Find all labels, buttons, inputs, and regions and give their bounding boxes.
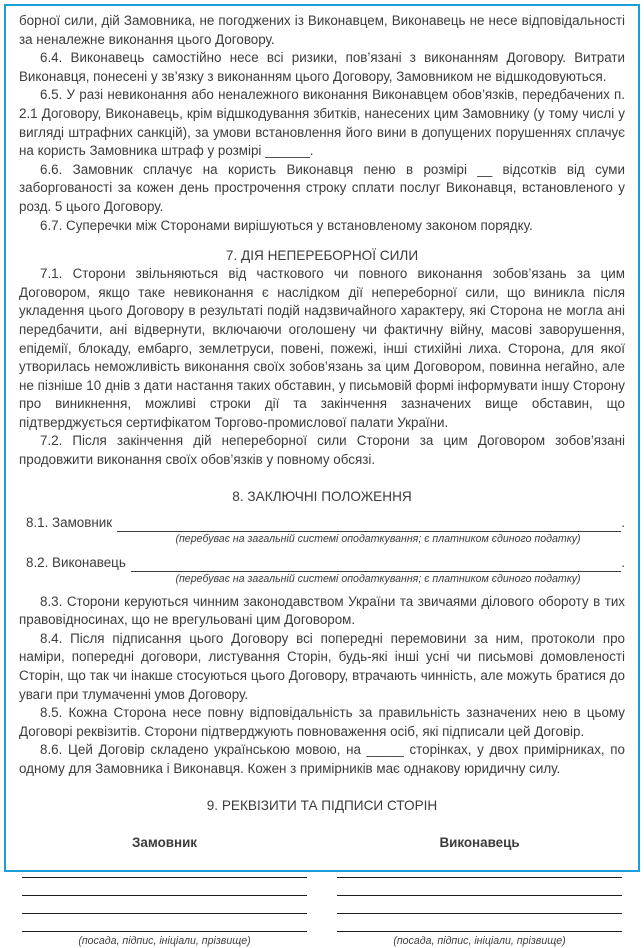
clause-6-4: 6.4. Виконавець самостійно несе всі ризики, пов’язані з виконанням Договору. Витрати Виконавця, понесені у зв’язку з виконанням цього Договору, Замовником не відшкодовуються. <box>19 50 625 84</box>
clause-6-5: 6.5. У разі невиконання або неналежного виконання Виконавцем обов’язків, передбачених п. 2.1 Договору, Виконавець, крім відшкодування збитків, нанесених цим Замовнику (у тому числі у вигляді штрафних санкцій), за умови встановлення його вини в допущених порушеннях сплачує на користь Замовника штраф у розмірі ______. <box>19 87 625 159</box>
field-row-contractor <box>19 554 625 572</box>
clause-8-5: 8.5. Кожна Сторона несе повну відповідальність за правильність зазначених нею в цьому Договорі реквізитів. Сторони підтверджують повноваження осіб, які підписали цей Договір. <box>19 705 625 739</box>
signature-column-contractor <box>337 835 622 948</box>
customer-fill-in-line <box>117 516 621 532</box>
customer-signature-line <box>22 860 307 878</box>
section-9-heading: 9. РЕКВІЗИТИ ТА ПІДПИСИ СТОРІН <box>206 797 438 813</box>
customer-signature-header: Замовник <box>132 834 197 850</box>
contractor-signature-line <box>337 896 622 914</box>
contractor-signature-line <box>337 878 622 896</box>
customer-signature-line <box>22 878 307 896</box>
customer-field-period: . <box>621 514 625 530</box>
contractor-signature-caption: (посада, підпис, ініціали, прізвище) <box>393 934 566 947</box>
signature-section <box>19 835 625 948</box>
section-8-heading: 8. ЗАКЛЮЧНІ ПОЛОЖЕННЯ <box>232 488 412 504</box>
customer-signature-line <box>22 914 307 932</box>
clause-6-3-continuation: борної сили, дій Замовника, не погоджених із Виконавцем, Виконавець не несе відповідальності за неналежне виконання цього Договору. <box>19 13 625 47</box>
contract-page <box>4 4 640 947</box>
clause-8-4: 8.4. Після підписання цього Договору всі попередні перемовини за ним, протоколи про наміри, попередні договори, листування Сторін, будь-які інші усні чи письмові домовленості Сторін, що так чи інакше стосуються цього Договору, втрачають чинність, але можуть братися до уваги при тлумаченні умов Договору. <box>19 630 625 702</box>
contractor-signature-line <box>337 914 622 932</box>
clause-6-7: 6.7. Суперечки між Сторонами вирішуються у встановленому законом порядку. <box>40 217 533 233</box>
contractor-field-label: 8.2. Виконавець <box>26 554 126 570</box>
section-7-heading: 7. ДІЯ НЕПЕРЕБОРНОЇ СИЛИ <box>225 248 419 264</box>
clause-7-2: 7.2. Після закінчення дій непереборної сили Сторони за цим Договором зобов’язані продовжити виконання своїх обов’язків у повному обсязі. <box>19 433 625 468</box>
contractor-fill-in-line <box>131 556 621 572</box>
signature-column-customer <box>22 835 307 948</box>
clause-6-6: 6.6. Замовник сплачує на користь Виконавця пеню в розмірі __ відсотків від суми заборгованості за кожен день прострочення строку сплати послуг Виконавця, встановленого у розд. 5 цього Договору. <box>19 161 625 214</box>
contractor-signature-line <box>337 860 622 878</box>
customer-signature-line <box>22 896 307 914</box>
clause-8-3: 8.3. Сторони керуються чинним законодавством України та звичаями ділового обороту в тих правовідносинах, що не врегульовані цим Договором. <box>19 593 625 628</box>
clause-8-6: 8.6. Цей Договір складено українською мовою, на _____ сторінках, у двох примірниках, по одному для Замовника і Виконавця. Кожен з примірників має однакову юридичну силу. <box>19 742 625 776</box>
contractor-signature-header: Виконавець <box>439 834 520 850</box>
customer-field-label: 8.1. Замовник <box>26 514 113 530</box>
field-row-customer <box>19 514 625 532</box>
customer-signature-caption: (посада, підпис, ініціали, прізвище) <box>78 934 251 947</box>
contractor-field-period: . <box>621 554 625 570</box>
clause-7-1: 7.1. Сторони звільняються від часткового чи повного виконання зобов’язань за цим Договором, якщо таке невиконання є наслідком дії непереборної сили, що виникла після укладення цього Договору в результаті подій надзвичайного характеру, які Сторона не могла ані передбачити, ані відвернути, включаючи оголошену чи фактичну війну, масові заворушення, епідемії, блокаду, ембарго, землетруси, повені, пожежі, інші стихійні лиха. Сторона, для якої утворилась неможливість виконання своїх зобов’язань за цим Договором, повинна негайно, але не пізніше 10 днів з дати настання таких обставин, у письмовій формі інформувати іншу Сторону про виникнення, можливі строки дії та закінчення зазначених вище обставин, що підтверджується сертифікатом Торгово-промислової палати України. <box>19 266 625 430</box>
contractor-field-caption: (перебуває на загальній системі оподаткування; є платником єдиного податку) <box>175 572 581 585</box>
customer-field-caption: (перебуває на загальній системі оподаткування; є платником єдиного податку) <box>175 532 581 545</box>
